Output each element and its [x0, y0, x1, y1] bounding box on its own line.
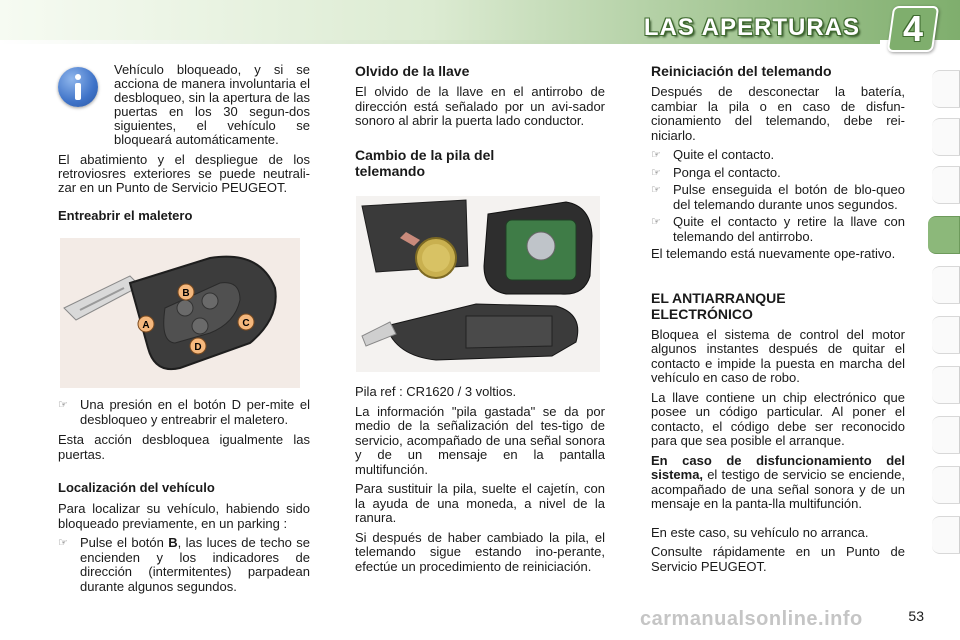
chapter-tabs	[930, 70, 960, 570]
svg-text:C: C	[242, 318, 250, 329]
reset-step: ☞ Quite el contacto y retire la llave con telemando del antirrobo.	[651, 214, 905, 244]
pointing-hand-icon: ☞	[651, 216, 661, 228]
trunk-heading: Entreabrir el maletero	[58, 208, 193, 223]
immobiliser-fault: En caso de disfuncionamiento del sistema, el testigo de servicio se enciende, acompañado de una señal sonora y de un mensaje en la panta-lla multifunción.	[651, 452, 905, 511]
key-label-c	[238, 314, 254, 330]
svg-text:A: A	[142, 320, 150, 331]
reset-done: El telemando está nuevamente ope-rativo.	[651, 246, 896, 261]
immobiliser-paragraph-1: Bloquea el sistema de control del motor algunos instantes después de quitar el contacto e impide la puesta en marcha del vehículo en caso de robo.	[651, 326, 905, 385]
locate-paragraph: Para localizar su vehículo, habiendo sido bloqueado previamente, en un parking :	[58, 501, 310, 531]
trunk-section	[58, 398, 310, 597]
immobiliser-paragraph-3: En este caso, su vehículo no arranca.	[651, 524, 869, 540]
immobiliser-paragraph-2: La llave contiene un chip electrónico que posee un código particular. Al poner el contacto, el código debe ser reconocido para que sea posible el arranque.	[651, 389, 905, 448]
reset-step: ☞ Quite el contacto.	[651, 147, 775, 162]
pointing-hand-icon: ☞	[58, 399, 68, 411]
key-fob-illustration	[60, 238, 300, 388]
forget-key-heading: Olvido de la llave	[355, 63, 470, 79]
reset-paragraph: Después de desconectar la batería, cambiar la pila o en caso de disfun-cionamiento del telemando, debe rei-niciarlo.	[651, 84, 905, 143]
page-number: 53	[908, 608, 924, 624]
trunk-paragraph: Esta acción desbloquea igualmente las puertas.	[58, 432, 310, 462]
chapter-tab[interactable]	[932, 266, 960, 304]
forget-key-paragraph: El olvido de la llave en el antirrobo de dirección está señalado por un avi-sador sonoro al abrir la puerta lado conductor.	[355, 84, 605, 128]
key-label-d	[190, 338, 206, 354]
chapter-number: 4	[902, 8, 923, 49]
reset-heading: Reiniciación del telemando	[651, 63, 832, 79]
pointing-hand-icon: ☞	[651, 149, 661, 161]
column-middle	[355, 63, 605, 185]
battery-section	[355, 385, 605, 579]
locate-heading: Localización del vehículo	[58, 480, 215, 495]
chapter-tab[interactable]	[932, 366, 960, 404]
battery-paragraph-3: Si después de haber cambiado la pila, el telemando sigue estando ino-perante, efectúe un procedimiento de reiniciación.	[355, 529, 605, 574]
immobiliser-paragraph-4: Consulte rápidamente en un Punto de Servicio PEUGEOT.	[651, 544, 905, 574]
locate-bullet: ☞ Pulse el botón B, las luces de techo se encienden y los indicadores de dirección (intermitentes) parpadean durante algunos segundos.	[58, 535, 310, 594]
battery-paragraph-1: La información "pila gastada" se da por medio de la señalización del tes-tigo de servicio, acompañado de una señal sonora y de un mensaje en la pantalla multifunción.	[355, 403, 605, 477]
chapter-tab[interactable]	[932, 416, 960, 454]
chapter-title: LAS APERTURAS	[643, 14, 860, 41]
chapter-tab[interactable]	[932, 316, 960, 354]
column-left	[58, 208, 310, 230]
chapter-tab[interactable]	[932, 70, 960, 108]
watermark: carmanualsonline.info	[640, 608, 863, 630]
pointing-hand-icon: ☞	[651, 184, 661, 196]
battery-paragraph-2: Para sustituir la pila, suelte el cajetín, con la ayuda de una moneda, a nivel de la ranura.	[355, 481, 605, 525]
key-label-a	[138, 316, 154, 332]
immobiliser-heading: EL ANTIARRANQUE ELECTRÓNICO	[651, 289, 786, 322]
column-right	[651, 63, 905, 579]
mirror-paragraph: El abatimiento y el despliegue de los retroviosres exteriores se puede neutrali-zar en un Punto de Servicio PEUGEOT.	[58, 152, 310, 195]
reset-step: ☞ Pulse enseguida el botón de blo-queo del telemando durante unos segundos.	[651, 182, 905, 212]
battery-replacement-illustration	[356, 196, 600, 372]
pointing-hand-icon: ☞	[58, 537, 68, 549]
chapter-tab[interactable]	[932, 166, 960, 204]
page-header	[0, 0, 960, 52]
pointing-hand-icon: ☞	[651, 166, 661, 179]
svg-text:B: B	[182, 288, 190, 299]
battery-ref: Pila ref : CR1620 / 3 voltios.	[355, 384, 517, 399]
intro-paragraph: Vehículo bloqueado, y si se acciona de manera involuntaria el desbloqueo, sin la apertura de las puertas en los 30 segun-dos siguientes, el vehículo se bloqueará automáticamente.	[114, 62, 310, 147]
key-label-b	[178, 284, 194, 300]
chapter-tab-active[interactable]	[928, 216, 960, 254]
intro-note	[58, 63, 310, 195]
svg-text:D: D	[194, 342, 202, 353]
chapter-tab[interactable]	[932, 516, 960, 554]
reset-step: ☞ Ponga el contacto.	[651, 164, 781, 180]
chapter-tab[interactable]	[932, 466, 960, 504]
chapter-tab[interactable]	[932, 118, 960, 156]
trunk-bullet: ☞ Una presión en el botón D per-mite el desbloqueo y entreabrir el maletero.	[58, 397, 310, 427]
battery-heading: Cambio de la pila del telemando	[355, 146, 495, 179]
